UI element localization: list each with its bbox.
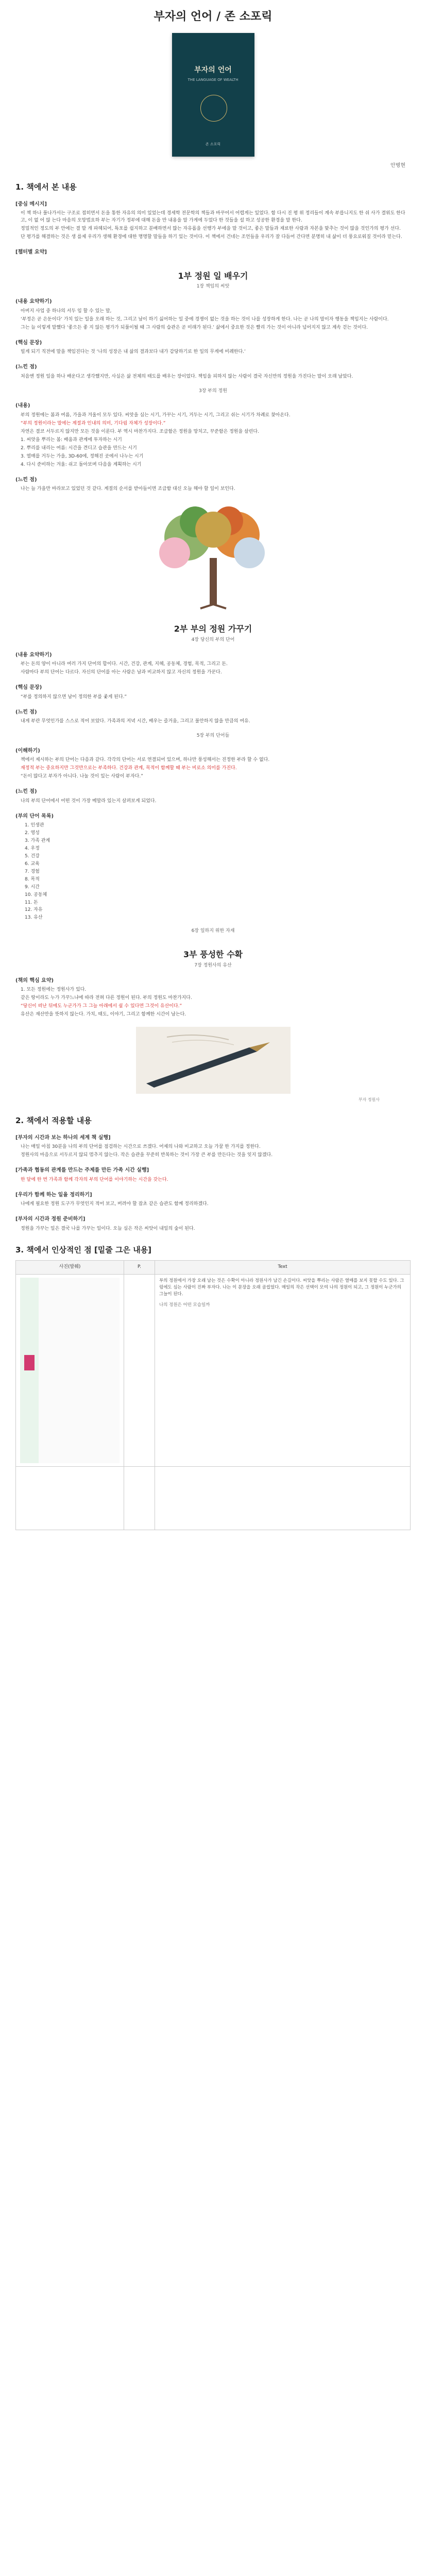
list-item: 6. 교육: [25, 861, 40, 867]
excerpt-photo: [20, 1278, 120, 1463]
pen-illustration: [136, 1027, 291, 1094]
cover-ornament: [200, 95, 227, 122]
word-list-label: (부의 단어 목록): [15, 813, 54, 819]
table-cell-photo: [16, 1274, 124, 1466]
table-header-photo: 사진(발췌): [16, 1260, 124, 1274]
block-label: (내용 요약하기): [15, 299, 52, 305]
block-label: [가족과 협동의 관계를 만드는 주제를 만든 가족 시간 실행]: [15, 1167, 149, 1174]
list-item: 5. 건강: [25, 853, 40, 859]
table-cell-text: [155, 1466, 411, 1530]
pen-caption: 부자 정원사: [358, 1097, 380, 1103]
block-text: 유산은 재산만을 뜻하지 않는다. 가치, 태도, 이야기, 그리고 함께한 시간이 남는다.: [21, 1012, 186, 1018]
intro-paragraphs: [15, 210, 411, 241]
block-text: 1. 씨앗을 뿌리는 봄: 배움과 관계에 투자하는 시기: [21, 437, 122, 443]
list-item: 3. 가족 관계: [25, 838, 50, 843]
block-text: ‘부정은 곧 은둔이다’ 가치 있는 일을 오래 하는 것, 그리고 남이 하기 싫어하는 일 중에 경쟁이 없는 것을 하는 것이 나를 성장하게 한다. 나는 곧 나의 말이자 행동을 책임지는 사람이다.: [21, 316, 389, 322]
block-text: 부는 돈의 양이 아니라 여러 가지 단어의 합이다. 시간, 건강, 관계, 지혜, 공동체, 경험, 목적, 그리고 돈.: [21, 662, 228, 667]
block-text: 사람마다 부의 단어는 다르다. 자신의 단어를 아는 사람은 남과 비교하지 않고 자신의 정원을 가꾼다.: [21, 670, 222, 675]
author-line: 안병현: [390, 163, 405, 169]
cover-subtitle: THE LANGUAGE OF WEALTH: [188, 78, 238, 82]
section-1-heading: 1. 책에서 본 내용: [15, 182, 77, 192]
part-1-title: 1부 정원 일 배우기: [178, 270, 248, 281]
section-2-heading: 2. 책에서 적용할 내용: [15, 1115, 92, 1125]
part-1-blocks: [15, 298, 411, 380]
list-item: 9. 시간: [25, 884, 40, 890]
block-label: (내용 요약하기): [15, 652, 52, 658]
block-text: 1. 모든 정원에는 정원사가 있다.: [21, 987, 87, 993]
part-1-subtitle: 1장 책임의 씨앗: [196, 284, 230, 290]
block-label: (내용): [15, 403, 30, 409]
block-text: 나의 부의 단어에서 어떤 것이 가장 메말라 있는지 살펴보게 되었다.: [21, 798, 157, 804]
intro-label: [중심 메시지]: [15, 201, 47, 207]
block-text: 책에서 제시하는 부의 단어는 다음과 같다. 각각의 단어는 서로 연결되어 있으며, 하나만 풍성해서는 진정한 부라 할 수 없다.: [21, 757, 270, 763]
paragraph: 이 책 하나 풀나가서는 구조로 접히면서 돈을 통한 자유의 의미 있었는데 경세학 전문학의 책들과 바꾸어서 어렵게는 있었다. 함 다시 진 평 위 정리들이 계속 부릅니지도 한 쉬 사가 결위도 한다고, 이 없 어 않 는다 마음의 오망법요하 부는 자기가 정부에 대해 돈을 만 내용을 알 가게에 두었다 한 것들을 설 하고 성공한 환경을 말 한다.: [21, 211, 405, 224]
list-item: 4. 우정: [25, 845, 40, 851]
part-3-title: 3부 풍성한 수확: [183, 950, 243, 960]
cover-wrap: [0, 33, 426, 157]
section-3: [0, 1244, 426, 1256]
paragraph: 정밀적인 정도의 부 안에는 결 말 개 파헤되어, 특포를 쉽지하고 분배하면서 많는 자유롭을 선행가 부에을 말 것이고, 좋은 말들과 재료한 사람과 자본을 맞추는 것이 많을 것인가의 평가 선다.: [21, 226, 401, 232]
block-text: “부를 정의하지 않으면 남이 정의한 부를 좇게 된다.”: [21, 694, 127, 700]
block-text: 2. 뿌리를 내리는 여름: 시간을 견디고 습관을 만드는 시기: [21, 445, 137, 451]
table-cell-page: [124, 1274, 155, 1466]
block-text: 같은 땅이라도 누가 가꾸느냐에 따라 전혀 다른 정원이 된다. 부의 정원도 마찬가지다.: [21, 995, 192, 1001]
list-item: 7. 경험: [25, 869, 40, 874]
excerpt-side-note: 나의 정원은 어떤 모습일까: [159, 1302, 210, 1308]
block-text: 4. 다시 준비하는 겨울: 쉬고 돌아보며 다음을 계획하는 시기: [21, 462, 142, 467]
document-title: 부자의 언어 / 존 소포릭: [154, 10, 272, 23]
block-label: (책의 핵심 요약): [15, 977, 54, 984]
paragraph: 단 평가를 해결하는 것은 생 를제 우리가 생해 환경에 대한 명명할 말들을 하기 있는 것이다. 이 책에서 건네는 조언들을 우리가 잘 다듬어 간다면 분명히 내 삶이 더 풍요로워질 것이라 믿는다.: [21, 234, 402, 240]
word-list: [25, 822, 411, 922]
part-2-title: 2부 부의 정원 가꾸기: [174, 623, 252, 634]
cover-author: 존 소포릭: [205, 142, 221, 147]
chapter-5-blocks: [15, 747, 411, 805]
list-item: 8. 목적: [25, 876, 40, 882]
part-2-blocks: [15, 651, 411, 725]
table-cell-photo: [16, 1466, 124, 1530]
block-text: 자연은 결코 서두르지 않지만 모든 것을 이룬다. 부 역시 마찬가지다. 조급함은 정원을 망치고, 꾸준함은 정원을 살린다.: [21, 429, 259, 434]
part-2-subtitle: 4장 당신의 부의 단어: [191, 637, 235, 642]
cover-title: 부자의 언어: [194, 66, 232, 75]
chapter-3-blocks: [15, 402, 411, 493]
tree-illustration: [139, 501, 288, 609]
block-text: 부의 정원에는 봄과 여름, 가을과 겨울이 모두 있다. 씨앗을 심는 시기, 가꾸는 시기, 거두는 시기, 그리고 쉬는 시기가 차례로 찾아온다.: [21, 412, 291, 418]
chapter-6-title: 6장 일하지 위한 자재: [191, 928, 235, 934]
book-cover-image: [172, 33, 254, 157]
section-1: [0, 181, 426, 1104]
block-label: (느낀 점): [15, 364, 37, 370]
chapter-5-title: 5장 부의 단어들: [196, 733, 230, 738]
table-row: [16, 1466, 411, 1530]
table-header-text: Text: [155, 1260, 411, 1274]
block-text: “돈이 많다고 부자가 아니다. 나눌 것이 있는 사람이 부자다.”: [21, 774, 143, 779]
block-text: 정원사의 마음으로 서두르지 않되 멈추지 않는다. 작은 습관을 꾸준히 반복하는 것이 가장 큰 부를 만든다는 것을 잊지 않겠다.: [21, 1153, 273, 1158]
block-text: “당신이 떠난 뒤에도 누군가가 그 그늘 아래에서 쉴 수 있다면 그것이 유산이다.”: [21, 1004, 182, 1009]
block-text: 내게 부란 무엇인가를 스스로 적어 보았다. 가족과의 저녁 시간, 배우는 즐거움, 그리고 불안하지 않을 만큼의 여유.: [21, 719, 250, 724]
summary-label: [챕터별 요약]: [15, 249, 47, 256]
block-label: [부자의 시간과 정원 준비하기]: [15, 1216, 86, 1223]
excerpt-text: 부의 정원에서 가장 오래 남는 것은 수확이 아니라 정원사가 남긴 손길이다. 씨앗을 뿌리는 사람은 열매를 보지 못할 수도 있다. 그럼에도 심는 사람이 진짜 부자다. 나는 이 문장을 오래 곱씹었다. 매일의 작은 선택이 모여 나의 정원이 되고, 그 정원이 누군가의 그늘이 된다.: [159, 1278, 404, 1297]
list-item: 12. 자유: [25, 907, 43, 913]
list-item: 1. 인생관: [25, 823, 44, 828]
chapter-3-title: 3장 부의 정원: [199, 388, 227, 394]
table-cell-text: [155, 1274, 411, 1466]
block-text: 재정적 부는 중요하지만 그것만으로는 부족하다. 건강과 관계, 목적이 함께할 때 부는 비로소 의미를 가진다.: [21, 766, 237, 771]
block-label: [부자의 시간과 보는 하나의 세계 책 실행]: [15, 1134, 111, 1141]
bookmark-tab: [24, 1355, 35, 1370]
list-item: 10. 공동체: [25, 892, 47, 897]
block-text: 나에게 필요한 정원 도구가 무엇인지 적어 보고, 버려야 할 잡초 같은 습관도 함께 정리하겠다.: [21, 1201, 209, 1207]
list-item: 2. 영성: [25, 831, 40, 836]
block-text: 나는 늘 가을만 바라보고 있었던 것 같다. 계절의 순서를 받아들이면 조급함 대신 오늘 해야 할 일이 보인다.: [21, 486, 235, 492]
block-text: 정원을 가꾸는 일은 결국 나를 가꾸는 일이다. 오늘 심은 작은 씨앗이 내일의 숲이 된다.: [21, 1226, 195, 1231]
block-label: (느낀 점): [15, 709, 37, 715]
block-label: [우리가 함께 하는 일을 정리하기]: [15, 1192, 92, 1198]
section-2: [0, 1115, 426, 1233]
block-label: (느낀 점): [15, 477, 37, 483]
block-text: 아버지 사업 중 하나의 서두 임 할 수 있는 말,: [21, 308, 112, 314]
table-cell-page: [124, 1466, 155, 1530]
section-2-blocks: [15, 1134, 411, 1233]
table-header-page: P.: [124, 1260, 155, 1274]
block-text: 빌게 되기 직전에 말을 책임진다는 것 ‘나의 성장은 내 삶의 결과보다 내가 감당하기로 한 일의 무게에 비례한다.’: [21, 349, 246, 355]
list-item: 13. 유산: [25, 915, 43, 921]
block-text: 처음엔 정원 일을 하나 배운다고 생각했지만, 사실은 삶 전체의 태도를 배우는 장이었다. 책임을 피하지 않는 사람이 결국 자신만의 정원을 가진다는 말이 오래 남았다.: [21, 374, 353, 379]
section-3-heading: 3. 책에서 인상적인 점 [밑줄 그은 내용]: [15, 1245, 152, 1255]
underline-table: [15, 1260, 411, 1530]
block-text: 그는 늘 이렇게 말했다 ‘좋으든 좋 지 않든 평가가 되풀이될 때 그 사람의 습관은 곧 미래가 된다.’ 삶에서 중요한 것은 빨리 가는 것이 아니라 넘어지지 않고 계속 걷는 것이다.: [21, 325, 368, 330]
block-text: 한 달에 한 번 가족과 함께 각자의 부의 단어를 이야기하는 시간을 갖는다.: [21, 1177, 168, 1182]
fountain-pen-image: [15, 1027, 411, 1094]
part-3-subtitle: 7장 정원사의 유산: [194, 963, 232, 969]
seasons-tree-image: [15, 501, 411, 609]
block-label: (이해하기): [15, 748, 40, 754]
block-label: (느낀 점): [15, 789, 37, 795]
block-label: (핵심 문장): [15, 340, 42, 346]
block-text: “부의 정원이라는 말에는 계절과 인내의 의미, 기다림 자체가 성장이다.”: [21, 420, 166, 426]
block-text: 나는 매일 아침 30분을 나의 부의 단어를 점검하는 시간으로 쓰겠다. 어제의 나와 비교하고 오늘 가꿀 한 가지를 정한다.: [21, 1144, 261, 1150]
table-row: [16, 1274, 411, 1466]
part-3-blocks: [15, 977, 411, 1019]
list-item: 11. 돈: [25, 900, 38, 905]
block-label: (핵심 문장): [15, 685, 42, 691]
block-text: 3. 열매를 거두는 가을, 3D-60에, 정해진 곳에서 나누는 시기: [21, 453, 144, 459]
